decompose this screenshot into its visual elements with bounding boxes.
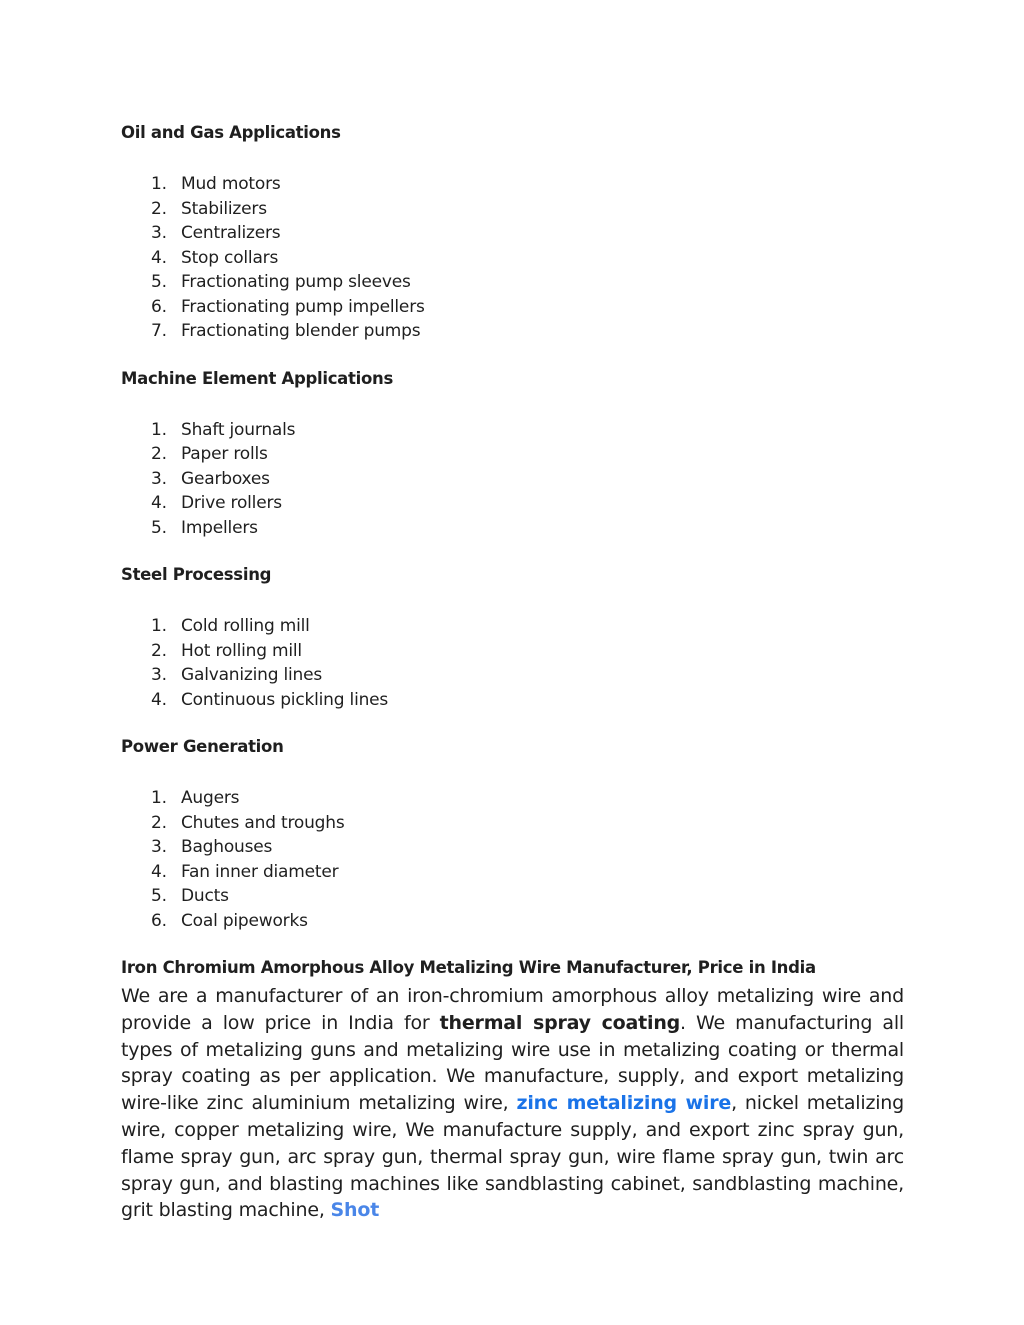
list-item-text: Stabilizers	[181, 198, 267, 219]
list-steel-processing	[121, 614, 904, 712]
list-item-number: 2.	[151, 640, 167, 661]
list-item-number: 5.	[151, 517, 167, 538]
article-text-part: . We manufacturing all types of metalizing guns and metalizing wire use in metalizing coating or thermal spray coating as per application. We manufacture, supply, and export metalizing wire-like zinc aluminium metalizing wire,	[121, 1011, 904, 1115]
list-item	[121, 786, 904, 811]
list-item-text: Augers	[181, 788, 240, 808]
list-item-number: 6.	[151, 910, 167, 931]
list-item-text: Galvanizing lines	[181, 665, 323, 685]
list-item-text: Chutes and troughs	[181, 812, 345, 833]
list-item	[121, 909, 904, 934]
list-item	[121, 442, 904, 467]
list-item	[121, 835, 904, 860]
list-item	[121, 860, 904, 885]
list-item-text: Gearboxes	[181, 468, 270, 489]
list-power-generation	[121, 786, 904, 933]
list-item	[121, 270, 904, 295]
list-item	[121, 639, 904, 664]
list-item-text: Coal pipeworks	[181, 910, 308, 931]
list-item-number: 1.	[151, 174, 167, 194]
list-item-text: Centralizers	[181, 223, 281, 243]
list-item-text: Hot rolling mill	[181, 640, 302, 661]
list-item-number: 5.	[151, 886, 167, 906]
list-item-number: 4.	[151, 689, 167, 710]
list-item	[121, 172, 904, 197]
list-item-text: Fractionating pump sleeves	[181, 272, 411, 292]
list-item	[121, 246, 904, 271]
section-heading-oil-gas: Oil and Gas Applications	[121, 123, 341, 142]
list-item	[121, 516, 904, 541]
section-heading-steel-processing: Steel Processing	[121, 565, 272, 584]
list-item	[121, 295, 904, 320]
list-item-text: Paper rolls	[181, 444, 268, 464]
shot-link[interactable]: Shot	[330, 1199, 380, 1222]
list-item	[121, 614, 904, 639]
article-heading: Iron Chromium Amorphous Alloy Metalizing Wire Manufacturer, Price in India	[121, 958, 816, 977]
list-oil-gas	[121, 172, 904, 344]
section-heading-power-generation: Power Generation	[121, 737, 284, 756]
list-item-text: Shaft journals	[181, 419, 296, 440]
list-item	[121, 688, 904, 713]
list-item-number: 2.	[151, 198, 167, 219]
list-item-text: Fractionating pump impellers	[181, 296, 425, 317]
zinc-metalizing-wire-link[interactable]: zinc metalizing wire	[516, 1092, 732, 1115]
article-bold-phrase: thermal spray coating	[439, 1011, 681, 1034]
list-machine-element	[121, 418, 904, 541]
list-item-number: 1.	[151, 616, 167, 636]
list-item-number: 4.	[151, 247, 167, 268]
list-item-number: 2.	[151, 812, 167, 833]
list-item-text: Impellers	[181, 517, 258, 538]
list-item	[121, 319, 904, 344]
list-item-text: Drive rollers	[181, 493, 282, 513]
article-paragraph	[121, 983, 904, 1224]
list-item	[121, 467, 904, 492]
list-item-text: Mud motors	[181, 174, 281, 194]
list-item-number: 3.	[151, 665, 167, 685]
list-item	[121, 884, 904, 909]
list-item-text: Continuous pickling lines	[181, 689, 389, 710]
list-item-number: 1.	[151, 419, 167, 440]
list-item-number: 2.	[151, 444, 167, 464]
list-item-number: 1.	[151, 788, 167, 808]
list-item-text: Ducts	[181, 886, 229, 906]
list-item-text: Fan inner diameter	[181, 861, 339, 882]
list-item	[121, 418, 904, 443]
list-item	[121, 663, 904, 688]
list-item	[121, 197, 904, 222]
article-text-part: We are a manufacturer of an iron-chromium amorphous alloy metalizing wire and provide a low price in India for	[121, 985, 904, 1034]
list-item-number: 7.	[151, 321, 167, 341]
list-item-text: Baghouses	[181, 837, 273, 857]
list-item-text: Stop collars	[181, 247, 279, 268]
list-item	[121, 811, 904, 836]
list-item	[121, 491, 904, 516]
article-text-part: , nickel metalizing wire, copper metalizing wire, We manufacture supply, and export zinc spray gun, flame spray gun, arc spray gun, thermal spray gun, wire flame spray gun, twin arc spray gun, and blasting machines like sandblasting cabinet, sandblasting machine, grit blasting machine,	[121, 1092, 905, 1222]
list-item-text: Fractionating blender pumps	[181, 321, 421, 341]
list-item-text: Cold rolling mill	[181, 616, 310, 636]
section-heading-machine-element: Machine Element Applications	[121, 368, 393, 388]
document-page	[121, 120, 904, 1224]
list-item-number: 4.	[151, 861, 167, 882]
list-item-number: 5.	[151, 272, 167, 292]
list-item-number: 3.	[151, 223, 167, 243]
list-item-number: 6.	[151, 296, 167, 317]
list-item-number: 3.	[151, 468, 167, 489]
list-item	[121, 221, 904, 246]
list-item-number: 4.	[151, 493, 167, 513]
list-item-number: 3.	[151, 837, 167, 857]
